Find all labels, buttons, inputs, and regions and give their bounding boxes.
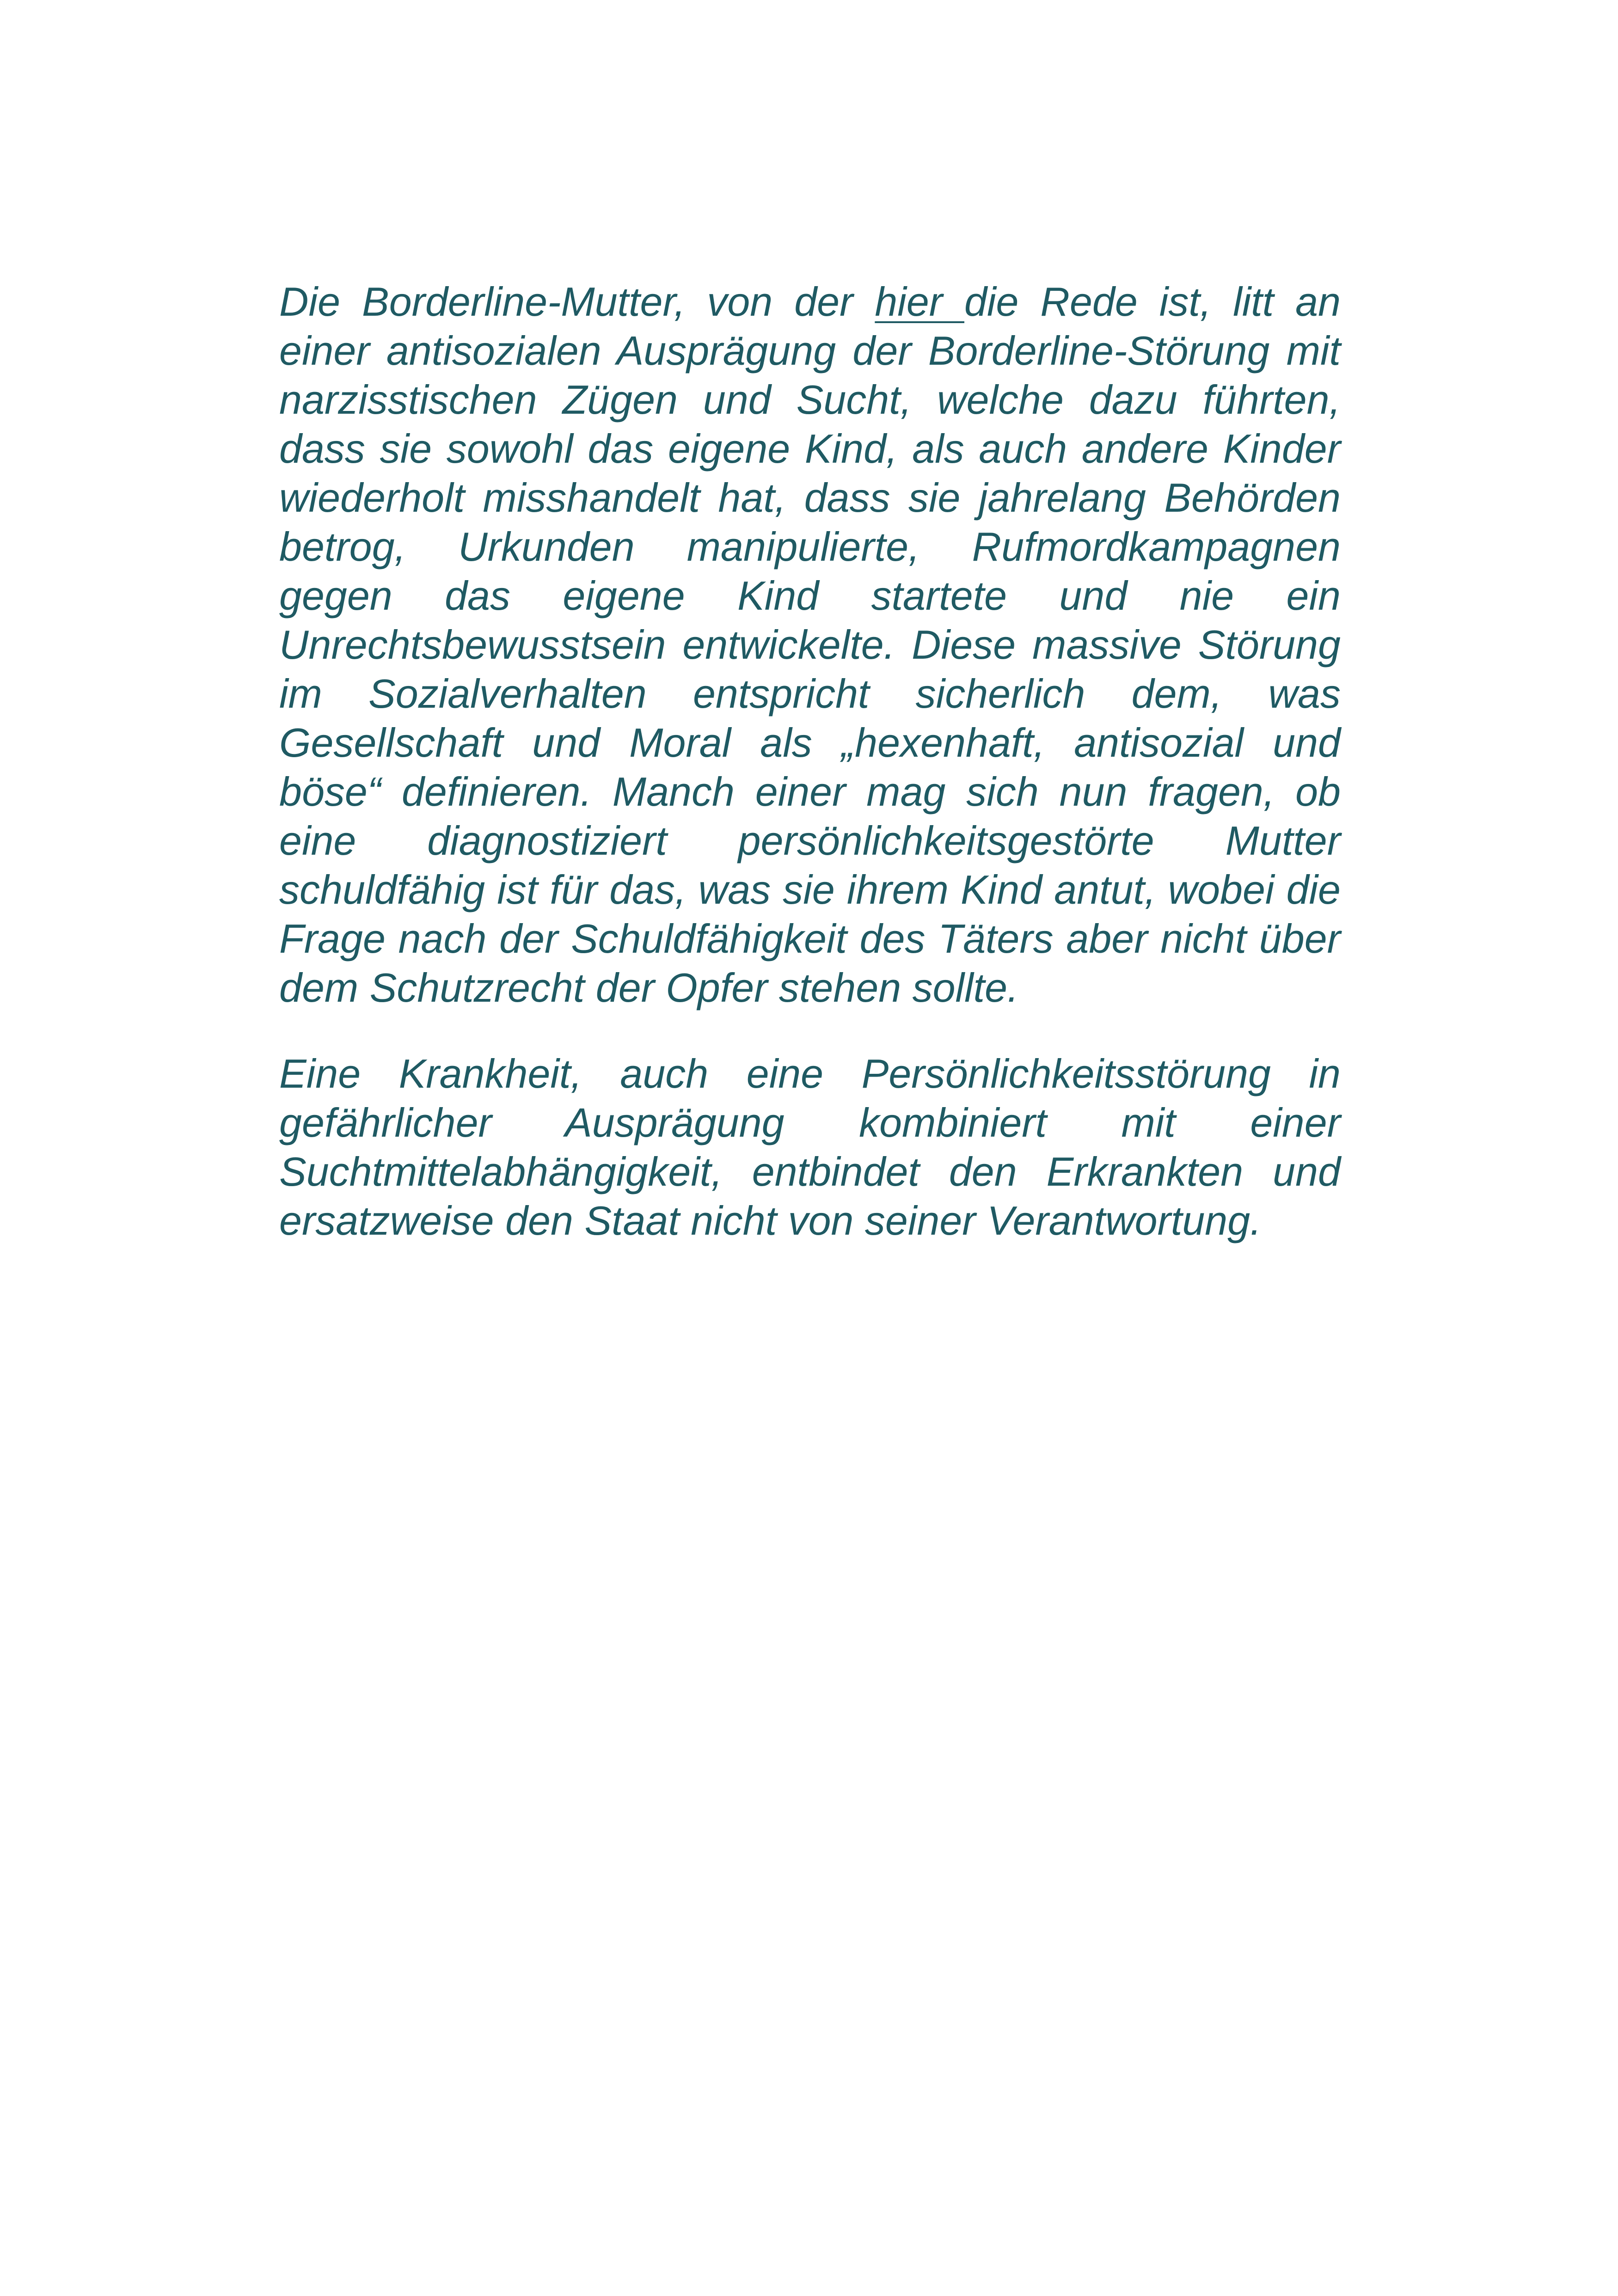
- paragraph-1-intro: Die Borderline-Mutter, von der: [279, 279, 875, 325]
- hier-link[interactable]: hier: [875, 279, 965, 325]
- paragraph-2: Eine Krankheit, auch eine Persönlichkeitsstörung in gefährlicher Ausprägung kombiniert mit einer Suchtmittelabhängigkeit, entbindet den Erkrankten und ersatzweise den Staat nicht von seiner Verantwortung.: [279, 1051, 1341, 1243]
- paragraph-1-body: die Rede ist, litt an einer antisozialen Ausprägung der Borderline-Störung mit narzisstischen Zügen und Sucht, welche dazu führten, dass sie sowohl das eigene Kind, als auch andere Kinder wiederholt misshandelt hat, dass sie jahrelang Behörden betrog, Urkunden manipulierte, Rufmordkampagnen gegen das eigene Kind startete und nie ein Unrechtsbewusstsein entwickelte. Diese massive Störung im Sozialverhalten entspricht sicherlich dem, was Gesellschaft und Moral als „hexenhaft, antisozial und böse“ definieren. Manch einer mag sich nun fragen, ob eine diagnostiziert persönlichkeitsgestörte Mutter schuldfähig ist für das, was sie ihrem Kind antut, wobei die Frage nach der Schuldfähigkeit des Täters aber nicht über dem Schutzrecht der Opfer stehen sollte.: [279, 279, 1341, 1010]
- paragraph-1: [279, 277, 1341, 1012]
- body-text: [279, 277, 1341, 1245]
